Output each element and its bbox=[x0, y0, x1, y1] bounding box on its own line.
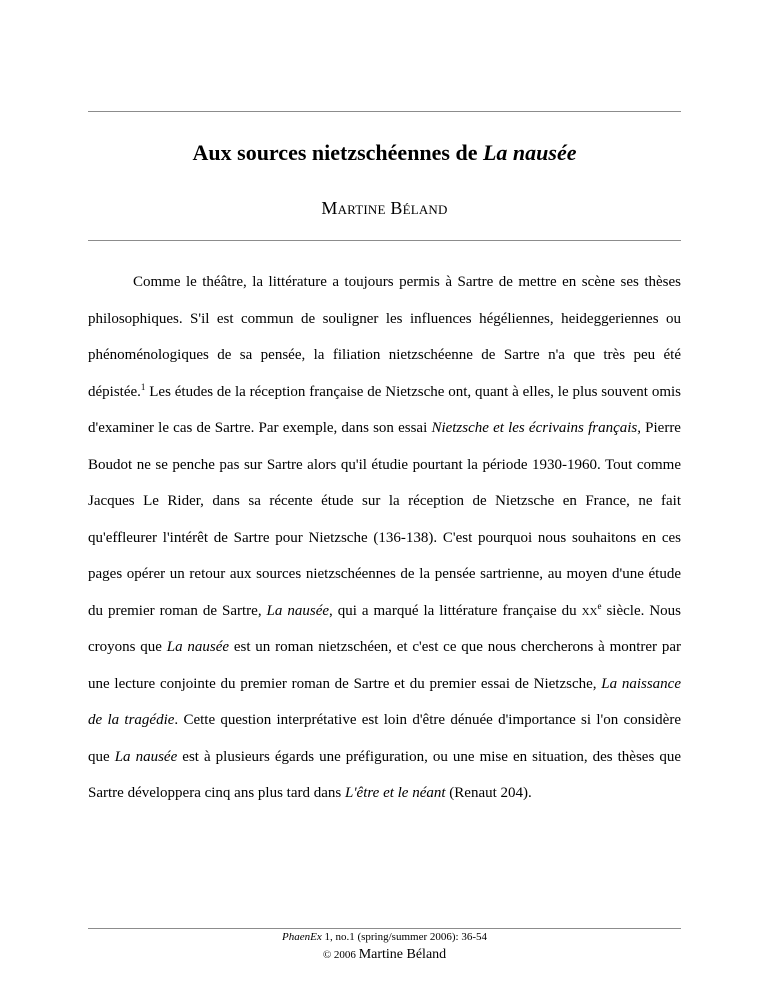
book-title-italic: La naissance de la tragédie bbox=[88, 675, 681, 728]
body-text-segment: est à plusieurs égards une préfiguration, ou une mise en situation, des thèses que Sartre développera cinq ans plus tard dans bbox=[88, 748, 681, 801]
body-text-segment: (Renaut 204). bbox=[445, 785, 532, 801]
book-title-italic: La nausée bbox=[166, 639, 230, 655]
copyright-line bbox=[88, 946, 681, 964]
body-text-segment: , Pierre Boudot ne se penche pas sur Sartre alors qu'il étudie pourtant la période 1930-1960. Tout comme Jacques Le Rider, dans sa récente étude sur la réception de Nietzsche en France, ne fait qu'effleurer l'intérêt de Sartre pour Nietzsche (136-138). C'est pourquoi nous souhaitons en ces pages opérer un retour aux sources nietzschéennes de la pensée sartrienne, au moyen d'une étude du premier roman de Sartre, bbox=[88, 420, 681, 619]
book-title-italic: L'être et le néant bbox=[345, 785, 446, 801]
body-text-segment: siècle. Nous croyons que bbox=[88, 602, 681, 655]
book-title-italic: La nausée bbox=[266, 602, 330, 619]
body-text-segment: . Cette question interprétative est loin d'être dénuée d'importance si l'on considère que bbox=[88, 712, 681, 765]
top-rule bbox=[88, 111, 681, 112]
journal-citation bbox=[88, 929, 681, 946]
copyright-holder: Martine Béland bbox=[358, 947, 447, 962]
footnote-marker[interactable]: 1 bbox=[140, 381, 146, 392]
century-numeral: xx bbox=[581, 602, 598, 619]
book-title-italic: La nausée bbox=[114, 748, 178, 765]
century-superscript: e bbox=[597, 600, 602, 611]
body-text-segment: Les études de la réception française de Nietzsche ont, quant à elles, le plus souvent omis d'examiner le cas de Sartre. Par exemple, dans son essai bbox=[88, 383, 681, 436]
journal-name: PhaenEx bbox=[282, 931, 322, 943]
header-rule bbox=[88, 240, 681, 241]
citation-text: 1, no.1 (spring/summer 2006): 36-54 bbox=[321, 931, 487, 943]
book-title-italic: Nietzsche et les écrivains français bbox=[431, 420, 638, 436]
body-text-segment: Comme le théâtre, la littérature a toujours permis à Sartre de mettre en scène ses thèses philosophiques. S'il est commun de souligner les influences hégéliennes, heideggeriennes ou phénoménologiques de sa pensée, la filiation nietzschéenne de Sartre n'a que très peu été dépistée. bbox=[88, 274, 681, 400]
body-text-segment: , qui a marqué la littérature française du bbox=[329, 602, 582, 619]
title-italic-text: La nausée bbox=[482, 140, 577, 165]
copyright-text: © 2006 bbox=[322, 949, 359, 961]
body-text-segment: est un roman nietzschéen, et c'est ce que nous chercherons à montrer par une lecture conjointe du premier roman de Sartre et du premier essai de Nietzsche, bbox=[88, 639, 681, 692]
page-footer bbox=[88, 929, 681, 964]
title-text: Aux sources nietzschéennes de bbox=[192, 140, 483, 165]
body-paragraph bbox=[88, 264, 681, 812]
author-name: Martine Béland bbox=[321, 198, 448, 218]
article-title bbox=[88, 138, 681, 168]
